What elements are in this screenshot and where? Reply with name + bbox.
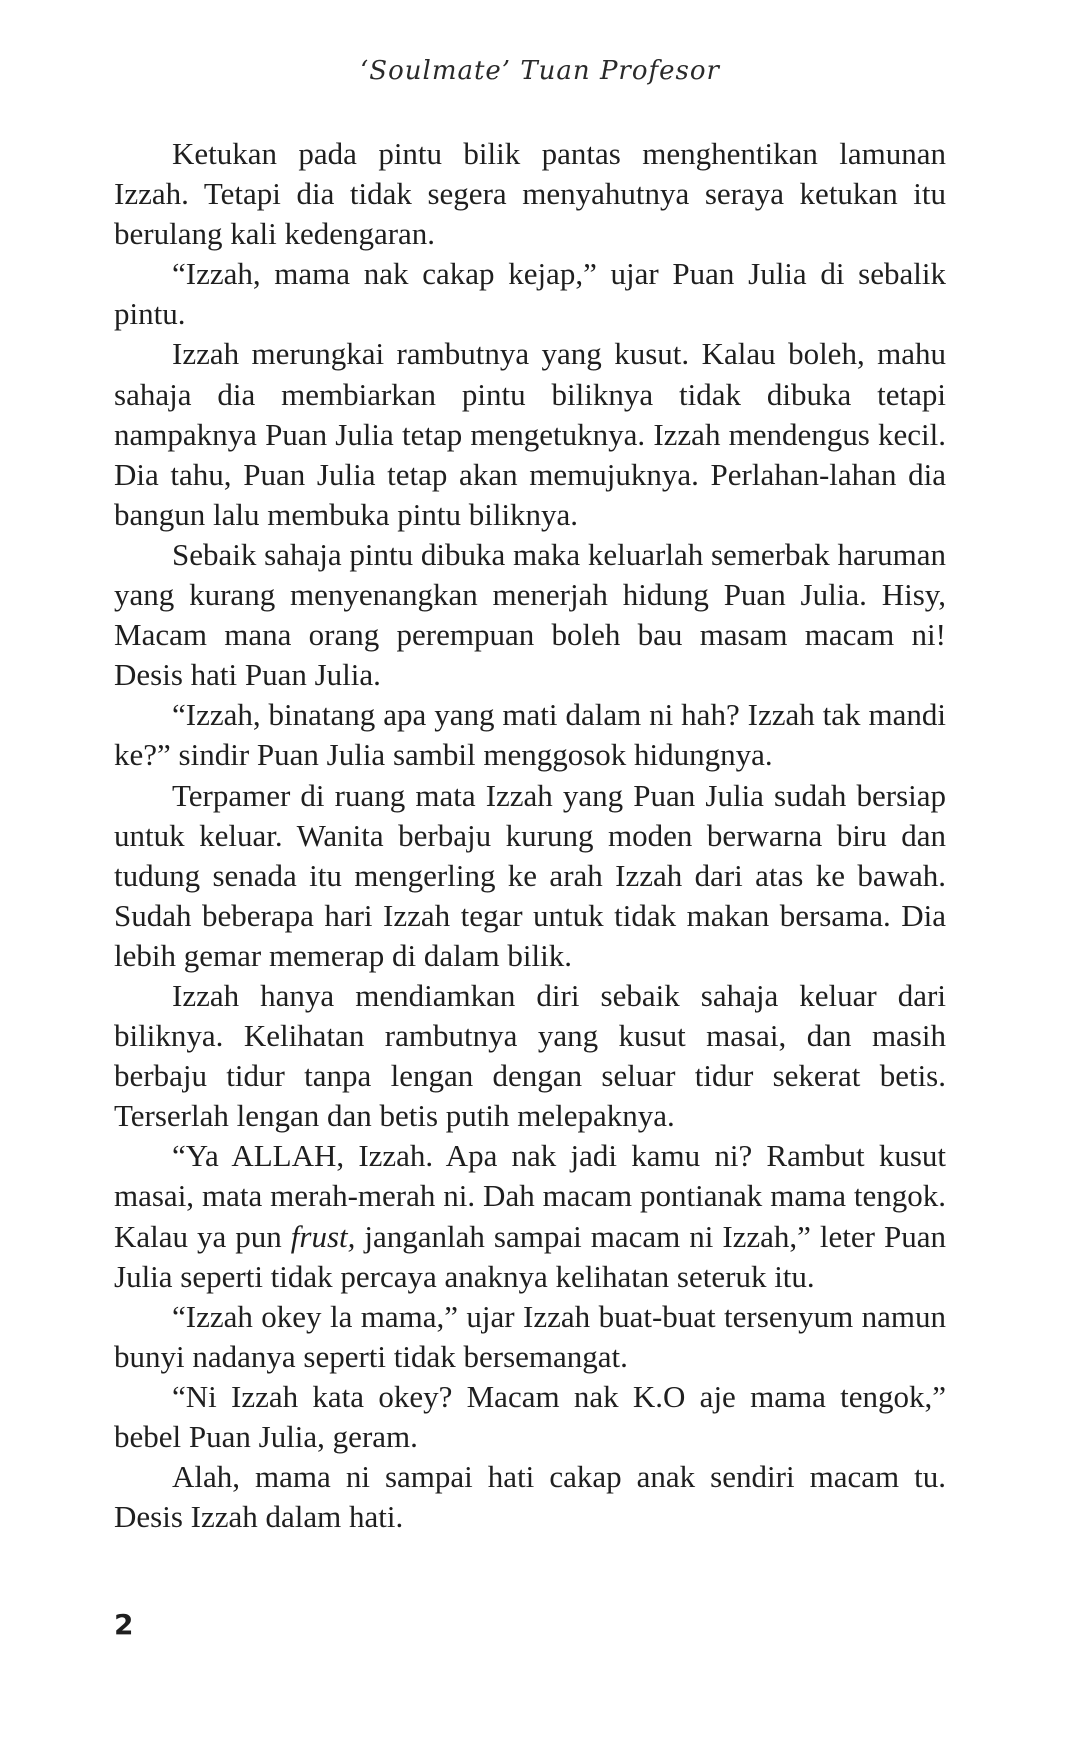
paragraph-1: Ketukan pada pintu bilik pantas menghentikan lamunan Izzah. Tetapi dia tidak segera menyahutnya seraya ketukan itu berulang kali kedengaran.	[114, 136, 946, 252]
paragraph-10: “Ni Izzah kata okey? Macam nak K.O aje mama tengok,” bebel Puan Julia, geram.	[114, 1378, 946, 1454]
paragraph-8-text-before: “Ya ALLAH, Izzah. Apa nak jadi kamu ni? Rambut kusut masai, mata merah-merah ni. Dah macam pontianak mama tengok. Kalau ya pun	[114, 1138, 946, 1254]
paragraph-3: Izzah merungkai rambutnya yang kusut. Kalau boleh, mahu sahaja dia membiarkan pintu biliknya tidak dibuka tetapi nampaknya Puan Julia tetap mengetuknya. Izzah mendengus kecil. Dia tahu, Puan Julia tetap akan memujuknya. Perlahan-lahan dia bangun lalu membuka pintu biliknya.	[114, 336, 946, 532]
body-text	[114, 134, 946, 1537]
paragraph-9: “Izzah okey la mama,” ujar Izzah buat-buat tersenyum namun bunyi nadanya seperti tidak bersemangat.	[114, 1298, 946, 1374]
paragraph-8-text-after: janganlah sampai macam ni Izzah,” leter Puan Julia seperti tidak percaya anaknya kelihatan seteruk itu.	[114, 1218, 946, 1294]
paragraph-2: “Izzah, mama nak cakap kejap,” ujar Puan Julia di sebalik pintu.	[114, 256, 946, 332]
paragraph-8	[114, 1136, 946, 1296]
running-header: ‘Soulmate’ Tuan Profesor	[360, 56, 720, 86]
paragraph-4: Sebaik sahaja pintu dibuka maka keluarlah semerbak haruman yang kurang menyenangkan menerjah hidung Puan Julia. Hisy, Macam mana orang perempuan boleh bau masam macam ni! Desis hati Puan Julia.	[114, 536, 946, 693]
italic-word-frust: frust,	[290, 1218, 356, 1254]
paragraph-7: Izzah hanya mendiamkan diri sebaik sahaja keluar dari biliknya. Kelihatan rambutnya yang kusut masai, dan masih berbaju tidur tanpa lengan dengan seluar tidur sekerat betis. Terserlah lengan dan betis putih melepaknya.	[114, 977, 946, 1134]
paragraph-5: “Izzah, binatang apa yang mati dalam ni hah? Izzah tak mandi ke?” sindir Puan Julia sambil menggosok hidungnya.	[114, 697, 946, 773]
page-number: 2	[114, 1608, 134, 1641]
paragraph-6: Terpamer di ruang mata Izzah yang Puan Julia sudah bersiap untuk keluar. Wanita berbaju kurung moden berwarna biru dan tudung senada itu mengerling ke arah Izzah dari atas ke bawah. Sudah beberapa hari Izzah tegar untuk tidak makan bersama. Dia lebih gemar memerap di dalam bilik.	[114, 777, 946, 973]
paragraph-11: Alah, mama ni sampai hati cakap anak sendiri macam tu. Desis Izzah dalam hati.	[114, 1459, 946, 1535]
